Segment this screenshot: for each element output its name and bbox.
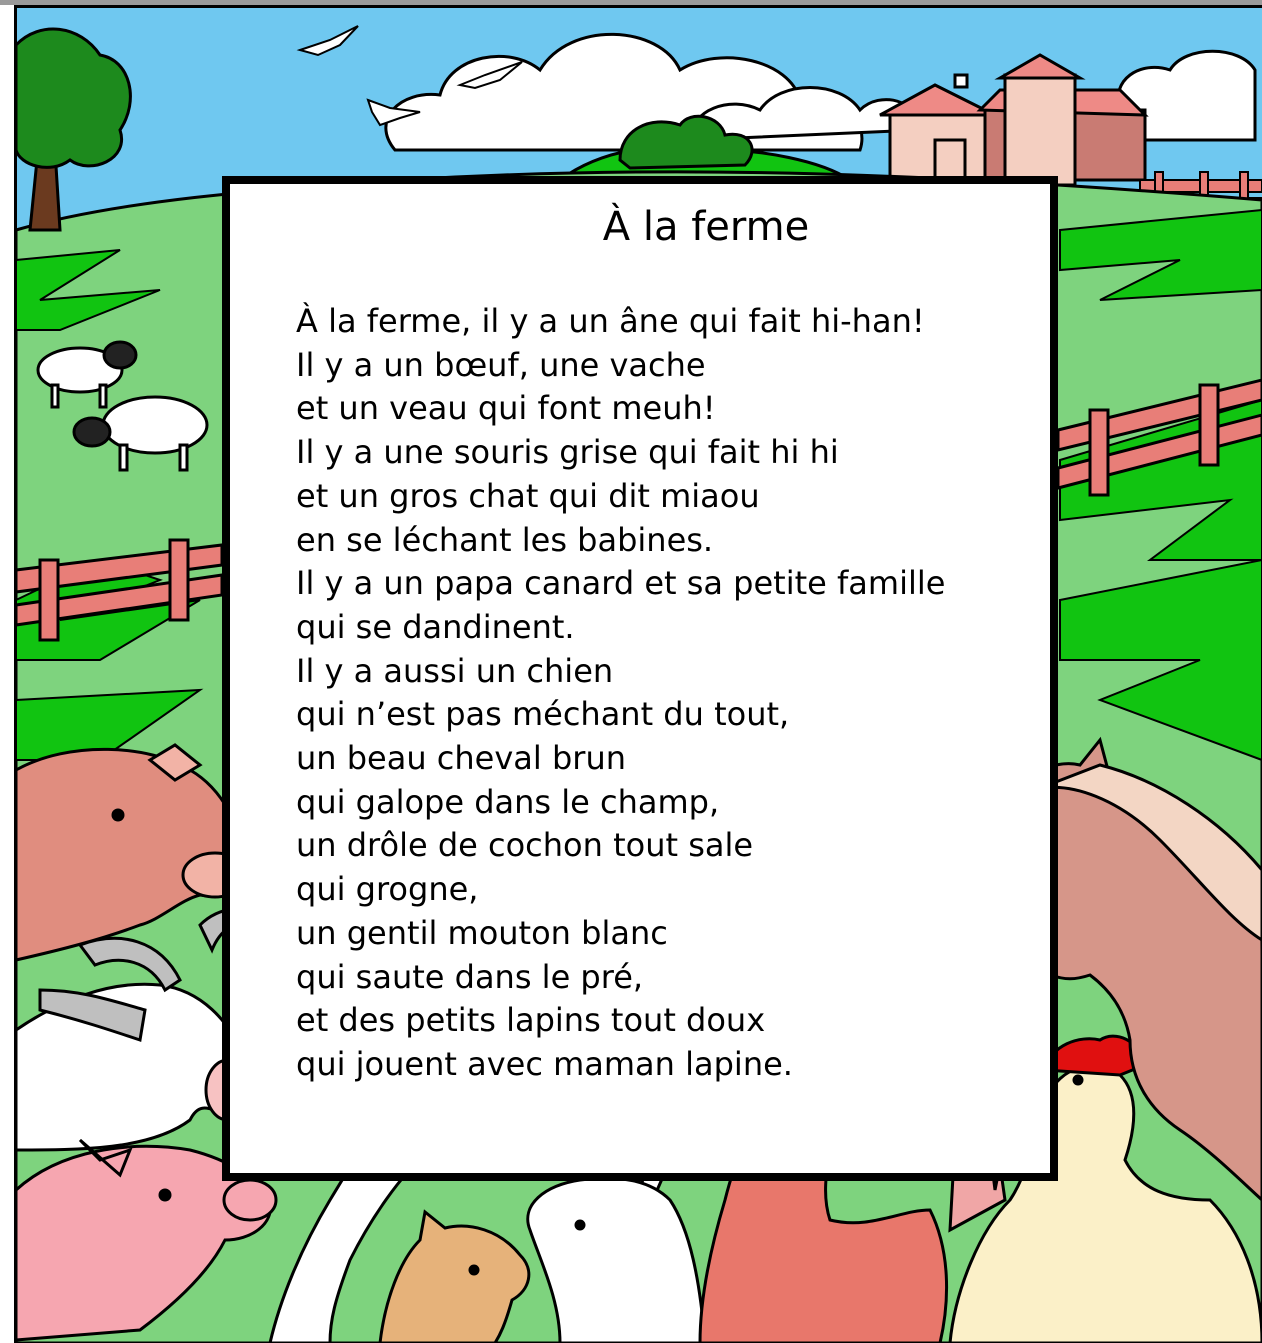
poem-line: un beau cheval brun	[296, 739, 626, 778]
poem-line: qui n’est pas méchant du tout,	[296, 695, 790, 734]
poem-line: À la ferme, il y a un âne qui fait hi-han!	[296, 302, 925, 340]
poem-line: un gentil mouton blanc	[296, 913, 668, 952]
poem-line: et un veau qui font meuh!	[296, 389, 716, 428]
poem-line: qui grogne,	[296, 870, 479, 909]
poem-line: et un gros chat qui dit miaou	[296, 476, 760, 515]
poem-line: qui jouent avec maman lapine.	[296, 1044, 793, 1083]
outer-frame	[14, 5, 1262, 1343]
poem-line: qui se dandinent.	[296, 607, 575, 646]
poem-line: et des petits lapins tout doux	[296, 1001, 766, 1040]
poem-line: qui galope dans le champ,	[296, 782, 720, 821]
poem-line: qui saute dans le pré,	[296, 957, 644, 996]
poem-line: Il y a un bœuf, une vache	[296, 345, 706, 384]
poem-line: en se léchant les babines.	[296, 520, 714, 559]
poem-title: À la ferme	[602, 204, 810, 250]
poem-line: un drôle de cochon tout sale	[296, 826, 754, 865]
poem-line: Il y a une souris grise qui fait hi hi	[296, 433, 839, 472]
poem-line: Il y a aussi un chien	[296, 651, 614, 690]
poem-line: Il y a un papa canard et sa petite famille	[296, 564, 946, 603]
